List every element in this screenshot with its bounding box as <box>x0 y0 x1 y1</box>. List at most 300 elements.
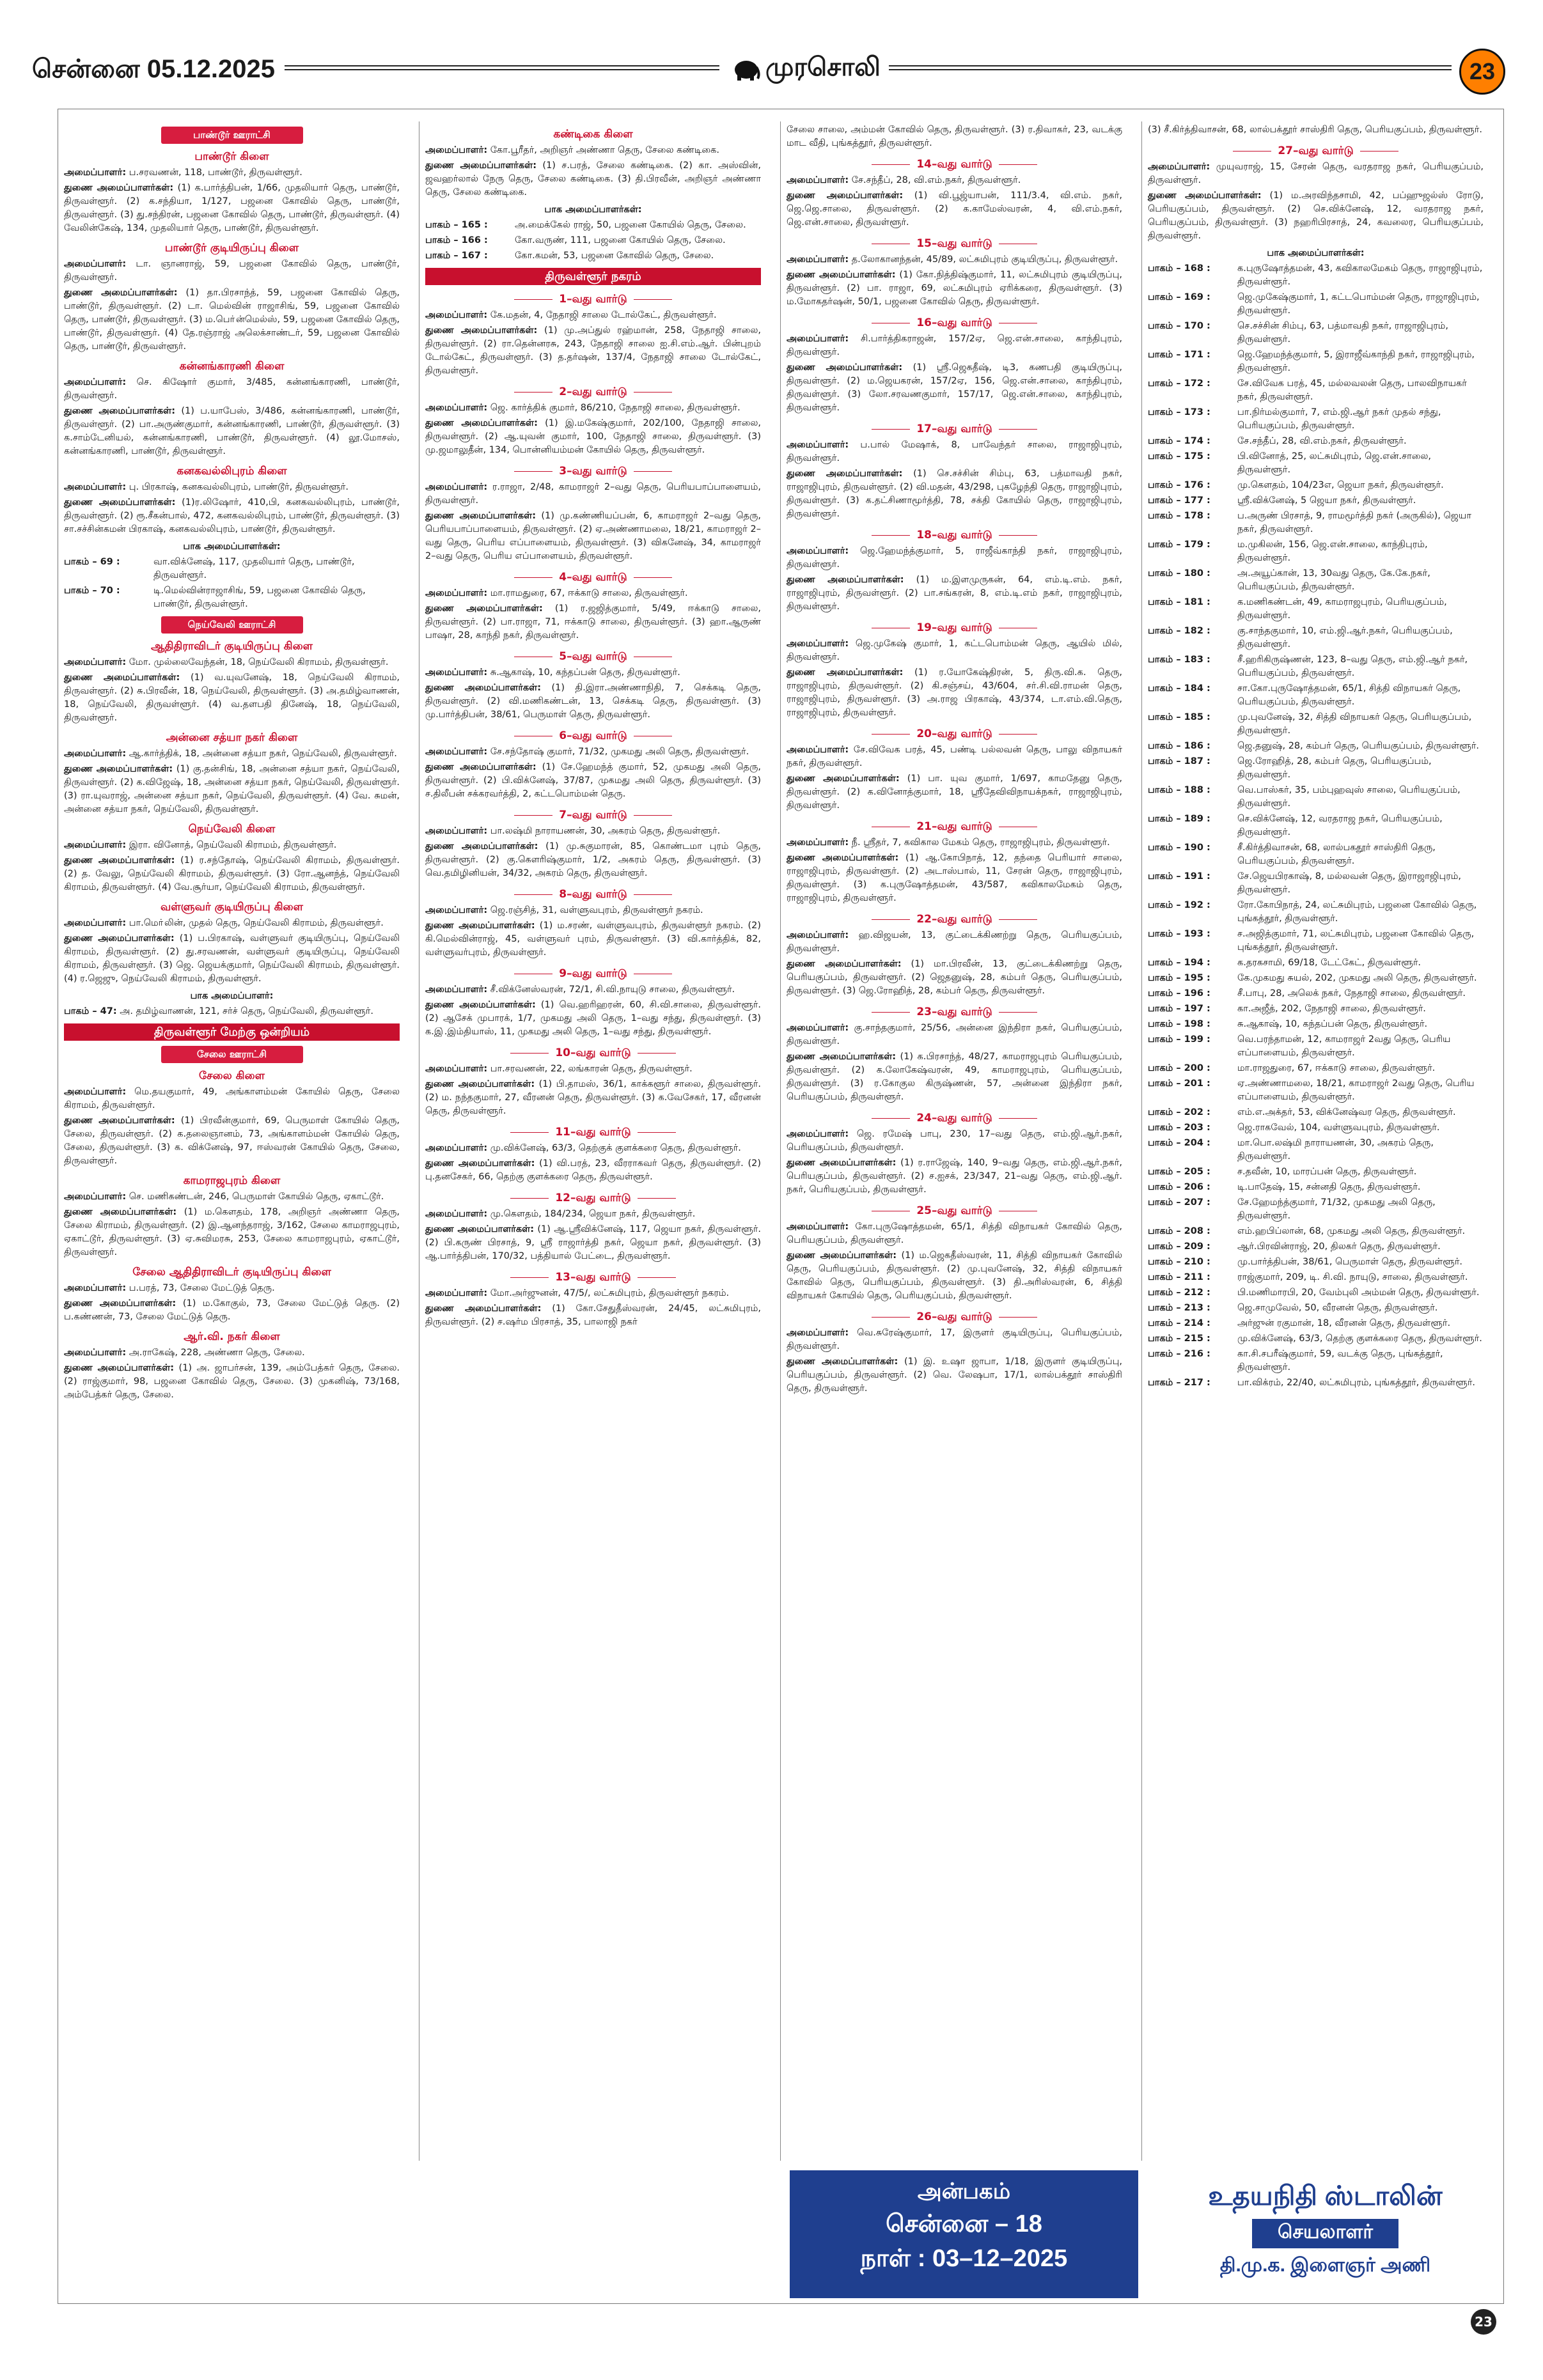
ward-title: 12–வது வார்டு <box>425 1192 761 1205</box>
entry-text: சே.விவேக பரத், 45, பண்டி பல்லவன் தெரு, பாலு விநாயகர் நகர், திருவள்ளூர். <box>787 745 1123 768</box>
branch-title: காமராஜபுரம் கிளை <box>183 1174 281 1187</box>
entry-text: (1) ர.ராஜேஷ், 140, 9–வது தெரு, எம்.ஜி.ஆர்.நகர், பெரியகுப்பம், திருவள்ளூர். (2) ச.ஐசக், 23/347, 21–வது தெரு, எம்.ஜி.ஆர். நகர், பெரியகுப்பம், திருவள்ளூர். <box>787 1158 1122 1195</box>
member-entry <box>787 174 1122 187</box>
member-entry <box>787 743 1122 770</box>
booth-number: பாகம் – 213 : <box>1148 1303 1210 1313</box>
booth-entry <box>1148 972 1484 985</box>
entry-text: (1) வி.பரத், 23, வீரராகவர் தெரு, திருவள்ளூர். (2) பு.தனசேகர், 66, தெற்கு குளக்கரை தெரு, திருவள்ளூர். <box>425 1158 761 1182</box>
member-entry <box>787 467 1122 521</box>
ward-title: 2–வது வார்டு <box>425 385 761 399</box>
entry-text: நீ. ஸ்ரீதர், 7, கவிகால மேகம் தெரு, ராஜாஜிபுரம், திருவள்ளூர். <box>851 837 1110 848</box>
entry-label: அமைப்பாளர்: <box>64 482 127 492</box>
entry-label: துணை அமைப்பாளர்கள்: <box>425 511 536 521</box>
member-entry <box>787 637 1122 664</box>
member-entry <box>64 763 400 816</box>
booth-entry <box>1148 987 1484 1000</box>
member-entry <box>425 1208 761 1221</box>
booth-entry <box>1148 711 1484 738</box>
ad-anbagam-line2: சென்னை – 18 <box>886 2211 1042 2237</box>
masthead-rule-right <box>889 65 1452 70</box>
member-entry <box>64 1362 400 1402</box>
booth-agent: எம்.ஹபிப்லான், 68, முகமது அலி தெரு, திருவள்ளூர். <box>1237 1226 1466 1236</box>
entry-label: துணை அமைப்பாளர்கள்: <box>425 418 538 428</box>
booth-entry <box>1148 494 1484 508</box>
ad-anbagam-date: நாள் : 03–12–2025 <box>860 2245 1068 2272</box>
member-entry <box>1148 189 1484 243</box>
member-entry <box>64 405 400 458</box>
entry-label: துணை அமைப்பாளர்கள்: <box>64 1298 176 1309</box>
branch-title: கனகவல்லிபுரம் கிளை <box>176 465 287 478</box>
ward-title: 27–வது வார்டு <box>1148 144 1484 158</box>
booth-agent: சே.ஜெயபிரகாஷ், 8, மல்லவன் தெரு, இராஜாஜிபுரம், திருவள்ளூர். <box>1237 871 1462 895</box>
entry-label: துணை அமைப்பாளர்கள்: <box>787 667 904 678</box>
branch-title: சேலை ஆதிதிராவிடர் குடியிருப்பு கிளை <box>132 1266 331 1279</box>
member-entry <box>787 1355 1122 1396</box>
entry-text: (1) சே.ஹேமந்த் குமார், 52, முகமது அலி தெரு, திருவள்ளூர். (2) பி.விக்னேஷ், 37/87, முகமது அலி தெரு, திருவள்ளூர். (3) ச.திலீபன் சக்கரவர்த்தி, 2, கட்டபொம்மன் தெரு. <box>425 762 761 799</box>
member-entry <box>64 839 400 852</box>
booth-number: பாகம் – 202 : <box>1148 1107 1210 1117</box>
entry-label: துணை அமைப்பாளர்கள்: <box>64 855 175 866</box>
entry-label: அமைப்பாளர்: <box>425 588 488 598</box>
member-entry <box>425 904 761 917</box>
booth-entry <box>64 584 400 611</box>
booth-number: பாகம் – 180 : <box>1148 568 1210 579</box>
member-entry <box>787 332 1122 359</box>
booth-subheading: பாக அமைப்பாளர்கள்: <box>1267 248 1365 258</box>
booth-number: பாகம் – 179 : <box>1148 540 1210 550</box>
ward-title: 18–வது வார்டு <box>787 529 1122 542</box>
entry-label: அமைப்பாளர்: <box>1148 162 1210 172</box>
booth-subheading: பாக அமைப்பாளர்கள்: <box>544 205 642 215</box>
member-entry <box>64 1282 400 1295</box>
booth-agent: சு.ஆகாஷ், 10, கந்தப்பன் தெரு, திருவள்ளூர். <box>1237 1019 1428 1029</box>
booth-number: பாகம் – 173 : <box>1148 407 1210 417</box>
booth-entry <box>1148 262 1484 289</box>
booth-number: பாகம் – 169 : <box>1148 292 1210 302</box>
member-entry <box>64 917 400 930</box>
column-1 <box>64 121 400 1404</box>
booth-agent: மு.பார்த்திபன், 38/61, பெருமாள் தெரு, திருவள்ளூர். <box>1237 1257 1463 1267</box>
booth-entry <box>1148 1106 1484 1119</box>
ward-title: 5–வது வார்டு <box>425 650 761 664</box>
member-entry <box>425 587 761 600</box>
entry-text: கோ.பூரீதர், அறிஞர் அண்ணா தெரு, சேலை கண்டிகை. <box>490 145 719 155</box>
entry-text: கோ.புருஷோத்தமன், 65/1, சித்தி விநாயகர் கோவில் தெரு, பெரியகுப்பம், திருவள்ளூர். <box>787 1222 1122 1245</box>
booth-agent: அ.அயூப்கான், 13, 30வது தெரு, கே.கே.நகர், பெரியகுப்பம், திருவள்ளூர். <box>1237 568 1430 592</box>
member-entry <box>64 286 400 354</box>
booth-number: பாகம் – 170 : <box>1148 321 1210 331</box>
booth-entry <box>1148 406 1484 433</box>
member-entry <box>787 1128 1122 1155</box>
entry-label: துணை அமைப்பாளர்கள்: <box>64 1116 175 1126</box>
member-entry <box>787 929 1122 956</box>
booth-agent: மா.ராஜதுரை, 67, ஈக்காடு சாலை, திருவள்ளூர். <box>1237 1063 1436 1073</box>
entry-text: ப.சரவணன், 118, பாண்டூர், திருவள்ளூர். <box>129 167 302 178</box>
member-entry <box>787 852 1122 905</box>
member-entry <box>64 656 400 669</box>
booth-agent: அர்ஜுன் ரகுமான், 18, வீரனன் தெரு, திருவள்ளூர். <box>1237 1318 1451 1328</box>
booth-number: பாகம் – 70 : <box>64 586 120 596</box>
entry-label: துணை அமைப்பாளர்கள்: <box>64 183 174 193</box>
ad-anbagam <box>790 2170 1138 2298</box>
member-entry <box>787 958 1122 998</box>
booth-agent: கு.சாந்தகுமார், 10, எம்.ஜி.ஆர்.நகர், பெரியகுப்பம், திருவள்ளூர். <box>1237 626 1453 649</box>
booth-entry <box>1148 1137 1484 1163</box>
entry-label: அமைப்பாளர்: <box>425 482 488 492</box>
booth-number: பாகம் – 193 : <box>1148 929 1210 939</box>
entry-label: அமைப்பாளர்: <box>787 745 849 755</box>
ward-title: 21–வது வார்டு <box>787 820 1122 834</box>
entry-label: அமைப்பாளர்: <box>787 930 849 940</box>
booth-entry <box>1148 1062 1484 1075</box>
entry-text: செ. கிஷோர் குமார், 3/485, கன்னங்காரணி, பாண்டூர், திருவள்ளூர். <box>64 377 400 401</box>
entry-text: (1) ஆ.ஸ்ரீவிக்னேஷ், 117, ஜெயா நகர், திருவள்ளூர். (2) பி.கருண் பிரசாத், 9, ஸ்ரீ ராஜார்த்தி நகர், ஜெயா நகர், திருவள்ளூர். (3) ஆ.பார்த்திபன், 170/32, பத்தியால் பேட்டை, திருவள்ளூர். <box>425 1224 761 1261</box>
entry-text: பா.மொ்லின், முதல் தெரு, நெய்வேலி கிராமம், திருவள்ளூர். <box>129 918 384 928</box>
entry-label: அமைப்பாளர்: <box>787 1328 849 1338</box>
booth-agent: ஜெ.ரோஹித், 28, கம்பர் தெரு, பெரியகுப்பம், திருவள்ளூர். <box>1237 756 1432 780</box>
entry-label: துணை அமைப்பாளர்கள்: <box>787 362 903 373</box>
booth-agent: ஜெ.ஹேமந்த்குமார், 5, இராஜீவ்காந்தி நகர், ராஜாஜிபுரம், திருவள்ளூர். <box>1237 350 1475 373</box>
booth-entry <box>1148 1286 1484 1300</box>
ward-title: 4–வது வார்டு <box>425 571 761 584</box>
entry-label: அமைப்பாளர்: <box>64 918 127 928</box>
entry-label: துணை அமைப்பாளர்கள்: <box>787 270 896 280</box>
booth-entry <box>1148 1302 1484 1315</box>
branch-title: பாண்டூர் குடியிருப்பு கிளை <box>164 242 299 254</box>
entry-text: பு. பிரகாஷ், கனகவல்லிபுரம், பாண்டூர், திருவள்ளூர். <box>129 482 349 492</box>
elephant-logo-icon <box>732 56 760 81</box>
booth-agent: ஸ்ரீ.விக்னேஷ், 5 ஜெயா நகர், திருவள்ளூர். <box>1237 495 1416 506</box>
entry-text: (1) பா. யுவ குமார், 1/697, காமதேனு தெரு, திருவள்ளூர். (2) க.வினோத்குமார், 18, ஸ்ரீதேவிவிநாயக்நகர், ராஜாஜிபுரம், திருவள்ளூர். <box>787 774 1123 811</box>
booth-number: பாகம் – 182 : <box>1148 626 1210 636</box>
footer-page-number: 23 <box>1471 2309 1496 2335</box>
entry-text: மா.ராமதுரை, 67, ஈக்காடு சாலை, திருவள்ளூர். <box>490 588 688 598</box>
member-entry <box>425 159 761 199</box>
column-4 <box>1148 121 1484 1392</box>
entry-label: துணை அமைப்பாளர்கள்: <box>787 853 899 863</box>
booth-entry <box>1148 596 1484 623</box>
booth-agent: அ.மைக்கேல் ராஜ், 50, பஜனை கோயில் தெரு, சேலை. <box>515 220 746 230</box>
booth-number: பாகம் – 211 : <box>1148 1272 1210 1282</box>
booth-number: பாகம் – 168 : <box>1148 263 1210 274</box>
entry-text: சே.சந்தீப், 28, வி.எம்.நகர், திருவள்ளூர். <box>851 175 1021 185</box>
entry-label: துணை அமைப்பாளர்கள்: <box>64 933 175 944</box>
booth-number: பாகம் – 214 : <box>1148 1318 1210 1328</box>
ward-title: 24–வது வார்டு <box>787 1112 1122 1125</box>
ward-title: 1–வது வார்டு <box>425 293 761 306</box>
booth-entry <box>1148 1256 1484 1269</box>
booth-subheading: பாக அமைப்பாளர்கள்: <box>183 541 281 552</box>
ward-title: 7–வது வார்டு <box>425 809 761 822</box>
booth-agent: பா.விக்ரம், 22/40, லட்சுமிபுரம், புங்கத்தூர், திருவள்ளூர். <box>1237 1378 1476 1388</box>
entry-continuation: (3) சீ.கிர்த்திவாசன், 68, லால்பக்தூர் சாஸ்திரி தெரு, பெரியகுப்பம், திருவள்ளூர். <box>1148 125 1482 135</box>
booth-entry <box>1148 956 1484 970</box>
member-entry <box>425 1078 761 1118</box>
booth-number: பாகம் – 208 : <box>1148 1226 1210 1236</box>
booth-entry <box>1148 1181 1484 1194</box>
entry-continuation: சேலை சாலை, அம்மன் கோவில் தெரு, திருவள்ளூர். (3) ர.திவாகர், 23, வடக்கு மாட வீதி, புங்கத்தூர், திருவள்ளூர். <box>787 125 1122 148</box>
booth-agent: ஜெ.முகேஷ்குமார், 1, கட்டபொம்மன் தெரு, ராஜாஜிபுரம், திருவள்ளூர். <box>1237 292 1480 316</box>
entry-text: (1) இ.மகேஷ்குமார், 202/100, நேதாஜி சாலை, திருவள்ளூர். (2) ஆ.யுவன் குமார், 100, நேதாஜி சாலை, திருவள்ளூர். (3) மு.ஜமாலுதீன், 134, பொன்னியம்மன் கோயில் தெரு, திருவள்ளூர். <box>425 418 762 455</box>
booth-entry <box>1148 1002 1484 1016</box>
booth-number: பாகம் – 192 : <box>1148 900 1210 910</box>
entry-text: (1) வெ.ஹரிஹரன், 60, சி.வி.சாலை, திருவள்ளூர். (2) ஆசேக் முபாரக், 1/7, முகமது அலி தெரு, 1–வது சந்து, திருவள்ளூர். (3) க.இ்.இம்தியாஸ், 11, முகமது அலி தெரு, 1–வது சந்து, திருவள்ளூர். <box>425 1000 761 1037</box>
entry-text: ப.பால் மேஷாக், 8, பாவேந்தர் சாலை, ராஜாஜிபுரம், திருவள்ளூர். <box>787 440 1123 463</box>
paper-name-text: முரசொலி <box>765 52 881 82</box>
entry-text: மோ. முல்லைவேந்தன், 18, நெய்வேலி கிராமம், திருவள்ளூர். <box>129 657 389 667</box>
masthead-rule-left <box>285 65 719 70</box>
member-entry <box>425 1302 761 1329</box>
ward-title: 13–வது வார்டு <box>425 1271 761 1284</box>
booth-number: பாகம் – 199 : <box>1148 1034 1210 1045</box>
booth-number: பாகம் – 216 : <box>1148 1349 1210 1359</box>
booth-entry <box>1148 784 1484 811</box>
member-entry <box>64 376 400 403</box>
member-entry <box>425 999 761 1039</box>
entry-text: (1) ஆ.கோபிநாத், 12, தந்தை பெரியார் சாலை, ராஜாஜிபுரம், திருவள்ளூர். (2) அடாஸ்பால், 11, சேரன் தெரு, ராஜாஜிபுரம், திருவள்ளூர். (3) க.புருஷோத்தமன், 43/587, கவிகாலமேகம் தெரு, ராஜாஜிபுரம், திருவள்ளூர். <box>787 853 1122 903</box>
entry-text: ஜெ.ஹேமந்த்குமார், 5, ராஜீவ்காந்தி நகர், ராஜாஜிபுரம், திருவள்ளூர். <box>787 546 1122 570</box>
booth-agent: சே.ஹேமந்த்குமார், 71/32, முகமது அலி தெரு, திருவள்ளூர். <box>1237 1197 1436 1221</box>
member-entry <box>64 1085 400 1112</box>
member-entry <box>425 919 761 960</box>
entry-text: (1) ம.சரண், வள்ளுவபுரம், திருவள்ளூர் நகரம். (2) கி.மெல்வின்ராஜ், 45, வள்ளுவர் புரம், திருவள்ளூர். (3) வி.கார்த்திக், 82, வள்ளுவர்புரம், திருவள்ளூர். <box>425 921 761 958</box>
booth-agent: மு.புவனேஷ், 32, சித்தி விநாயகர் தெரு, பெரியகுப்பம், திருவள்ளூர். <box>1237 712 1472 736</box>
entry-label: அமைப்பாளர்: <box>787 1129 849 1139</box>
booth-entry <box>1148 291 1484 318</box>
booth-entry <box>1148 813 1484 839</box>
entry-text: டா. ஞானராஜ், 59, பஜனை கோவில் தெரு, பாண்டூர், திருவள்ளூர். <box>64 259 400 283</box>
entry-text: இரா. வினோத், நெய்வேலி கிராமம், திருவள்ளூர். <box>129 840 337 850</box>
booth-entry <box>1148 740 1484 753</box>
ward-title: 3–வது வார்டு <box>425 465 761 478</box>
ad-signatory-org: தி.மு.க. இளைஞர் அணி <box>1219 2255 1431 2276</box>
booth-entry <box>1148 348 1484 375</box>
entry-label: அமைப்பாளர்: <box>64 1348 127 1358</box>
member-entry <box>425 1062 761 1076</box>
branch-title: ஆர்.வி. நகர் கிளை <box>184 1330 280 1343</box>
ward-title: 8–வது வார்டு <box>425 888 761 901</box>
ward-title: 16–வது வார்டு <box>787 316 1122 330</box>
entry-label: துணை அமைப்பாளர்கள்: <box>425 1158 535 1169</box>
entry-label: துணை அமைப்பாளர்கள்: <box>787 1158 897 1168</box>
entry-label: துணை அமைப்பாளர்கள்: <box>787 575 904 585</box>
booth-number: பாகம் – 172 : <box>1148 378 1210 389</box>
entry-text: த.லோகானந்தன், 45/89, லட்சுமிபுரம் குடியிருப்பு, திருவள்ளூர். <box>851 254 1118 265</box>
entry-text: (1)ர.லிஷோர், 410,பி, கனகவல்லிபுரம், பாண்டூர், திருவள்ளூர். (2) ரூ.சீகன்பால், 472, கனகவல்லிபுரம், பாண்டூர், திருவள்ளூர். (3) சா.சச்சின்கமன் பிரகாஷ், கனகவல்லிபுரம், பாண்டூர், திருவள்ளூர். <box>64 497 400 534</box>
booth-number: பாகம் – 190 : <box>1148 843 1210 853</box>
member-entry <box>787 573 1122 614</box>
ward-title: 6–வது வார்டு <box>425 729 761 743</box>
booth-agent: ச.அஜித்குமார், 71, லட்சுமிபுரம், பஜனை கோவில் தெரு, புங்கத்தூர், திருவள்ளூர். <box>1237 929 1475 953</box>
entry-label: துணை அமைப்பாளர்கள்: <box>425 325 538 336</box>
member-entry <box>425 324 761 378</box>
entry-label: துணை அமைப்பாளர்கள்: <box>64 764 173 774</box>
entry-label: அமைப்பாளர்: <box>787 1023 849 1033</box>
ward-title: 14–வது வார்டு <box>787 158 1122 171</box>
booth-number: பாகம் – 215 : <box>1148 1334 1210 1344</box>
entry-text: (1) ம.ஜெகதீஸ்வரன், 11, சித்தி விநாயகர் கோவில் தெரு, பெரியகுப்பம், திருவள்ளூர். (2) மு.புவனேஷ், 32, சித்தி விநாயகர் கோவில் தெரு, பெரியகுப்பம், திருவள்ளூர். (3) தி.அரிஸ்வரன், 6, சித்தி விநாயகர் கோயில் தெரு, பெரியகுப்பம், திருவள்ளூர். <box>787 1250 1123 1301</box>
member-entry <box>425 1223 761 1263</box>
entry-label: துணை அமைப்பாளர்கள்: <box>64 673 180 683</box>
booth-number: பாகம் – 198 : <box>1148 1019 1210 1029</box>
booth-number: பாகம் – 166 : <box>425 235 488 245</box>
entry-label: அமைப்பாளர்: <box>425 1288 488 1298</box>
entry-label: அமைப்பாளர்: <box>787 440 849 450</box>
entry-label: அமைப்பாளர்: <box>64 1192 127 1202</box>
booth-entry <box>1148 1317 1484 1330</box>
entry-text: சே.சந்தோஷ் குமார், 71/32, முகமது அலி தெரு, திருவள்ளூர். <box>490 747 749 757</box>
entry-label: துணை அமைப்பாளர்கள்: <box>787 1357 898 1367</box>
booth-agent: கே.முகமது சுயல், 202, முகமது அலி தெரு, திருவள்ளூர். <box>1237 973 1477 983</box>
booth-agent: ச.தவீன், 10, மாரப்பன் தெரு, திருவள்ளூர். <box>1237 1167 1417 1177</box>
booth-agent: பி.மணிமாரபி, 20, வேம்புலி அம்மன் தெரு, திருவள்ளூர். <box>1237 1287 1480 1298</box>
member-entry <box>425 1157 761 1184</box>
member-entry <box>1148 160 1484 187</box>
entry-label: அமைப்பாளர்: <box>787 175 849 185</box>
booth-number: பாகம் – 194 : <box>1148 958 1210 968</box>
branch-title: கன்னங்காரணி கிளை <box>179 360 285 373</box>
booth-agent: ஜெ.தனுஷ், 28, கம்பர் தெரு, பெரியகுப்பம், திருவள்ளூர். <box>1237 741 1479 751</box>
booth-number: பாகம் – 212 : <box>1148 1287 1210 1298</box>
entry-text: சி.பார்த்திகராஜன், 157/2ஏ, ஜெ.என்.சாலை, காந்திபுரம், திருவள்ளூர். <box>787 334 1122 357</box>
entry-label: அமைப்பாளர்: <box>787 639 849 649</box>
ward-title: 26–வது வார்டு <box>787 1311 1122 1324</box>
booth-entry <box>425 234 761 247</box>
ward-title: 25–வது வார்டு <box>787 1204 1122 1218</box>
entry-text: (1) மு.சுகுமாரன், 85, கொண்டமா புரம் தெரு, திருவள்ளூர். (2) கு.கௌரிஷ்குமார், 1/2, அகரம் தெரு, திருவள்ளூர். (3) வெ.தமிழினியன், 34/32, அகரம் தெரு, திருவள்ளூர். <box>425 841 761 878</box>
booth-number: பாகம் – 188 : <box>1148 785 1210 795</box>
entry-label: துணை அமைப்பாளர்கள்: <box>1148 191 1262 201</box>
ad-signatory <box>1151 2170 1500 2298</box>
section-banner: திருவள்ளூர் நகரம் <box>425 268 761 285</box>
city-date: சென்னை 05.12.2025 <box>32 55 276 83</box>
entry-text: கே.மதன், 4, நேதாஜி சாலை டோல்கேட், திருவள்ளூர். <box>490 310 717 320</box>
booth-agent: கா.அஜீத், 202, நேதாஜி சாலை, திருவள்ளூர். <box>1237 1004 1426 1014</box>
member-entry <box>787 772 1122 813</box>
member-entry <box>64 1297 400 1324</box>
entry-text: ஜெ.முகேஷ் குமார், 1, கட்டபொம்மன் தெரு, ஆயில் மில், திருவள்ளூர். <box>787 639 1122 662</box>
entry-label: அமைப்பாளர்: <box>425 1064 488 1074</box>
booth-agent: எம்.எ.அக்தர், 53, விக்னேஷ்வர தெரு, திருவள்ளூர். <box>1237 1107 1456 1117</box>
column-divider <box>780 121 781 2161</box>
booth-number: பாகம் – 200 : <box>1148 1063 1210 1073</box>
booth-number: பாகம் – 174 : <box>1148 436 1210 446</box>
entry-label: துணை அமைப்பாளர்கள்: <box>64 406 176 416</box>
entry-text: மு.விக்னேஷ், 63/3, தெற்குக் குளக்கரை தெரு, திருவள்ளூர். <box>490 1143 741 1153</box>
booth-entry <box>1148 1240 1484 1254</box>
member-entry <box>425 417 761 457</box>
entry-label: துணை அமைப்பாளர்கள்: <box>787 959 902 969</box>
ad-anbagam-line1: அன்பகம் <box>917 2179 1011 2204</box>
booth-entry <box>1148 1271 1484 1284</box>
member-entry <box>425 481 761 508</box>
booth-entry <box>1148 1018 1484 1031</box>
entry-text: (1) ப.யாபேஸ், 3/486, கன்னங்காரணி, பாண்டூர், திருவள்ளூர். (2) பா.அருண்குமார், கன்னங்காரணி, பாண்டூர், திருவள்ளூர். (3) க.சாம்டேனியல், கன்னங்காரணி, பாண்டூர், திருவள்ளூர். (4) லூ.மோசஸ், கன்னங்காரணி, பாண்டூர், திருவள்ளூர். <box>64 406 400 456</box>
booth-agent: செ.சச்சின் சிம்பு, 63, பத்மாவதி நகர், ராஜாஜிபுரம், திருவள்ளூர். <box>1237 321 1448 345</box>
entry-label: அமைப்பாளர்: <box>425 826 488 836</box>
booth-agent: பா.நிர்மல்குமார், 7, எம்.ஜி.ஆர் நகர் முதல் சந்து, பெரியகுப்பம், திருவள்ளூர். <box>1237 407 1441 431</box>
section-banner: திருவள்ளூர் மேற்கு ஒன்றியம் <box>64 1023 400 1041</box>
entry-label: துணை அமைப்பாளர்கள்: <box>425 160 537 171</box>
booth-agent: ம.முகிலன், 156, ஜெ.என்.சாலை, காந்திபுரம், திருவள்ளூர். <box>1237 540 1428 563</box>
entry-label: துணை அமைப்பாளர்கள்: <box>425 683 542 693</box>
entry-label: அமைப்பாளர்: <box>425 667 488 678</box>
branch-title: பாண்டூர் கிளை <box>194 150 269 163</box>
member-entry <box>787 1249 1122 1303</box>
entry-label: துணை அமைப்பாளர்கள்: <box>787 191 904 201</box>
booth-agent: க.தரகசாமி, 69/18, டேட்கேட், திருவள்ளூர். <box>1237 958 1422 968</box>
entry-text: மெ.தயகுமார், 49, அங்காளம்மன் கோயில் தெரு, சேலை கிராமம், திருவள்ளூர். <box>64 1087 400 1110</box>
entry-text: ஜெ.ரஞ்சித், 31, வள்ளுவபுரம், திருவள்ளூர் நகரம். <box>490 905 703 915</box>
column-2 <box>425 121 761 1331</box>
booth-agent: கோ.கமன், 53, பஜனை கோவில் தெரு, சேலை. <box>515 251 714 261</box>
member-entry <box>425 144 761 157</box>
booth-agent: பி.வினோத், 25, லட்சுமிபுரம், ஜெ.என்.சாலை, திருவள்ளூர். <box>1237 451 1432 475</box>
ward-title: 9–வது வார்டு <box>425 967 761 981</box>
entry-text: மோ.அர்ஜுனன், 47/5/, லட்சுமிபுரம், திருவள்ளூர் நகரம். <box>490 1288 730 1298</box>
entry-label: பாகம் – 47: <box>64 1006 117 1016</box>
ward-title: 10–வது வார்டு <box>425 1046 761 1060</box>
entry-text: (1) க.பார்த்திபன், 1/66, முதலியார் தெரு, பாண்டூர், திருவள்ளூர். (2) க.சந்தியா, 1/127, பஜனை கோவில் தெரு, பாண்டூர், திருவள்ளூர். (3) து.சந்திரன், பஜனை கோவில் தெரு, பாண்டூர், திருவள்ளூர். (4) வேலின்கேஷ், 134, முதலியார் தெரு, பாண்டூர், திருவள்ளூர். <box>64 183 400 233</box>
entry-label: துணை அமைப்பாளர்கள்: <box>64 1207 177 1217</box>
entry-label: துணை அமைப்பாளர்கள்: <box>787 469 903 479</box>
booth-number: பாகம் – 195 : <box>1148 973 1210 983</box>
booth-agent: ஜெ.ராகவேல், 104, வள்ளுவபுரம், திருவள்ளூர். <box>1237 1123 1440 1133</box>
member-entry <box>787 268 1122 309</box>
member-entry <box>787 1022 1122 1048</box>
entry-text: (1) ஸ்ரீ.ஜெகதீஷ், டி3, கணபதி குடியிருப்பு, திருவள்ளூர். (2) ம.ஜெயகரன், 157/2ஏ, 156, ஜெ.என்.சாலை, காந்திபுரம், திருவள்ளூர். (3) லோ.சரவணகுமார், 157/17, ஜெ.என்.சாலை, காந்திபுரம், திருவள்ளூர். <box>787 362 1122 413</box>
booth-entry <box>1148 377 1484 404</box>
member-entry <box>425 509 761 563</box>
entry-label: அமைப்பாளர்: <box>425 1143 488 1153</box>
member-entry <box>64 932 400 986</box>
entry-text: (1) பி.தாமஸ், 36/1, காக்களூர் சாலை, திருவள்ளூர். (2) ம. நந்தகுமார், 27, வீரனன் தெரு, திருவள்ளூர். (3) க.வேசேகர், 17, வீரனன் தெரு, திருவள்ளூர். <box>425 1079 761 1116</box>
entry-text: (1) வி.பூஜ்யாபன், 111/3.4, வி.எம். நகர், ஜெ.ஜெ.சாலை, திருவள்ளூர். (2) க.காமேஸ்வரன், 4, வி.எம்.நகர், ஜெ.என்.சாலை, திருவள்ளூர். <box>787 191 1122 228</box>
branch-title: நெய்வேலி கிளை <box>188 823 276 836</box>
booth-number: பாகம் – 167 : <box>425 251 488 261</box>
booth-number: பாகம் – 165 : <box>425 220 488 230</box>
member-entry <box>425 983 761 997</box>
booth-agent: மு.கௌதம், 104/23எ, ஜெயா நகர், திருவள்ளூர். <box>1237 480 1444 490</box>
booth-entry <box>1148 320 1484 346</box>
entry-label: அமைப்பாளர்: <box>787 254 849 265</box>
ward-title: 17–வது வார்டு <box>787 423 1122 436</box>
entry-label: அமைப்பாளர்: <box>64 377 127 387</box>
entry-label: துணை அமைப்பாளர்கள்: <box>787 1052 897 1062</box>
member-entry <box>787 1220 1122 1247</box>
member-entry <box>64 747 400 761</box>
entry-text: வெ.சுரேஷ்குமார், 17, இருளர் குடியிருப்பு, பெரியகுப்பம், திருவள்ளூர். <box>787 1328 1122 1351</box>
entry-text: (1) ம.அரவிந்தசாமி, 42, பப்ஹுஜல்ஸ் ரோடு, பெரியகுப்பம், திருவள்ளூர். (2) செ.விக்னேஷ், 12, வரதராஜ நகர், பெரியகுப்பம், திருவள்ளூர். (3) நஹரிபிரசாத், 24, கவலைர, பெரியகுப்பம், திருவள்ளூர். <box>1148 191 1484 241</box>
entry-text: (1) மு.கண்ணியப்பன், 6, காமராஜர் 2–வது தெரு, பெரியபாப்பாளையம், திருவள்ளூர். (2) ஏ.அண்ணாமலை, 18/21, காமராஜர் 2–வது தெரு, பெரிய எப்பாளையம், திருவள்ளூர். (3) விகனேஷ், 34, காமராஜர் 2–வது தெரு, பெரிய எப்பாளையம், திருவள்ளூர். <box>425 511 762 561</box>
entry-text: ஹ.விஜயன், 13, குட்டைக்கிணற்று தெரு, பெரியகுப்பம், திருவள்ளூர். <box>787 930 1122 954</box>
entry-text: பா.சரவணன், 22, லங்காரன் தெரு, திருவள்ளூர். <box>490 1064 693 1074</box>
member-entry <box>64 1190 400 1204</box>
entry-label: அமைப்பாளர்: <box>64 167 127 178</box>
booth-entry <box>1148 625 1484 651</box>
booth-number: பாகம் – 181 : <box>1148 597 1210 607</box>
booth-number: பாகம் – 175 : <box>1148 451 1210 462</box>
booth-number: பாகம் – 217 : <box>1148 1378 1210 1388</box>
branch-title: ஆதிதிராவிடர் குடியிருப்பு கிளை <box>150 640 313 653</box>
booth-agent: க.மணிகண்டன், 49, காமராஜபுரம், பெரியகுப்பம், திருவள்ளூர். <box>1237 597 1447 621</box>
member-entry <box>425 401 761 415</box>
entry-text: முயுவராஜ், 15, சேரன் தெரு, வரதராஜ நகர், பெரியகுப்பம், திருவள்ளூர். <box>1148 162 1484 185</box>
entry-text: (1) அ. ஜாபர்சன், 139, அம்பேத்கர் தெரு, சேலை. (2) ராஜ்குமார், 98, பஜனை கோவில் தெரு, சேலை. (3) முகனிஷ், 73/168, அம்பேத்கர் தெரு, சேலை. <box>64 1363 400 1400</box>
booth-entry <box>1148 538 1484 565</box>
entry-label: துணை அமைப்பாளர்கள்: <box>425 1303 542 1314</box>
entry-text: (1) தி.இரா.அண்ணாநிதி, 7, செக்கடி தெரு, திருவள்ளூர். (2) வி.மணிகண்டன், 13, செக்கடி தெரு, திருவள்ளூர். (3) மு.பார்த்திபன், 38/61, பெருமாள் தெரு, திருவள்ளூர். <box>425 683 761 720</box>
